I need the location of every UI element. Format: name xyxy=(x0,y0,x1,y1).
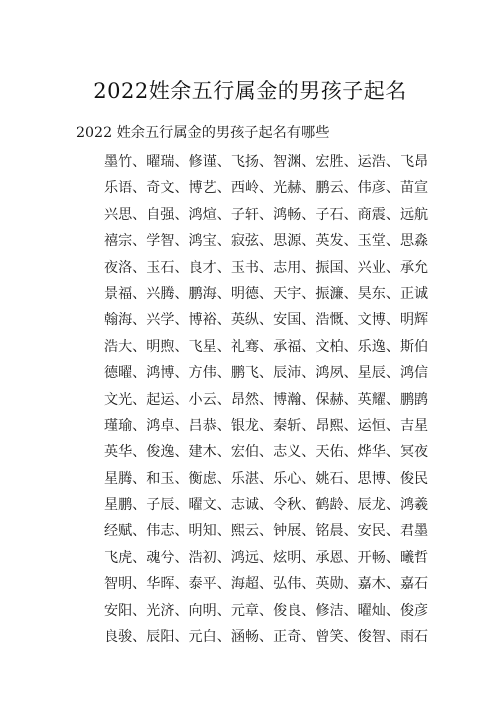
page-title: 2022姓余五行属金的男孩子起名 xyxy=(93,79,407,103)
name-list-line: 星鹏、子辰、曜文、志诚、令秋、鹤龄、辰龙、鸿羲 xyxy=(104,497,429,514)
name-list-line: 夜洛、玉石、良才、玉书、志用、振国、兴业、承允 xyxy=(104,259,429,276)
name-list-line: 禧宗、学智、鸿宝、寂弦、思源、英发、玉堂、思淼 xyxy=(104,233,429,250)
name-list-line: 飞虎、魂兮、浩初、鸿远、炫明、承恩、开畅、曦哲 xyxy=(104,549,429,566)
name-list-line: 良骏、辰阳、元白、涵畅、正奇、曾笑、俊智、雨石 xyxy=(104,629,429,646)
name-list-line: 兴思、自强、鸿煊、子轩、鸿畅、子石、商震、远航 xyxy=(104,206,429,223)
name-list-line: 德曜、鸿博、方伟、鹏飞、辰沛、鸿夙、星辰、鸿信 xyxy=(104,365,429,382)
section-heading: 2022 姓余五行属金的男孩子起名有哪些 xyxy=(76,125,330,141)
name-list-line: 英华、俊逸、建木、宏伯、志义、天佑、烨华、冥夜 xyxy=(104,444,429,461)
name-list-line: 文光、起运、小云、昂然、博瀚、保赫、英耀、鹏鹍 xyxy=(104,391,429,408)
name-list xyxy=(104,151,429,652)
name-list-line: 浩大、明煦、飞星、礼骞、承福、文柏、乐逸、斯伯 xyxy=(104,338,429,355)
name-list-line: 安阳、光济、向明、元章、俊良、修洁、曜灿、俊彦 xyxy=(104,602,429,619)
name-list-line: 瑾瑜、鸿卓、吕恭、银龙、秦斩、昂熙、运恒、吉星 xyxy=(104,417,429,434)
name-list-line: 景福、兴腾、鹏海、明德、天宇、振濂、昊东、正诚 xyxy=(104,285,429,302)
name-list-line: 星腾、和玉、衡虑、乐湛、乐心、姚石、思博、俊民 xyxy=(104,470,429,487)
name-list-line: 智明、华晖、泰平、海超、弘伟、英勋、嘉木、嘉石 xyxy=(104,576,429,593)
name-list-line: 墨竹、曜瑞、修谨、飞扬、智渊、宏胜、运浩、飞昂 xyxy=(104,154,429,170)
name-list-line: 翰海、兴学、博裕、英纵、安国、浩慨、文博、明辉 xyxy=(104,312,429,329)
name-list-line: 乐语、奇文、博艺、西岭、光赫、鹏云、伟彦、苗宣 xyxy=(104,180,429,197)
name-list-line: 经赋、伟志、明知、熙云、钟展、铭晨、安民、君墨 xyxy=(104,523,429,540)
